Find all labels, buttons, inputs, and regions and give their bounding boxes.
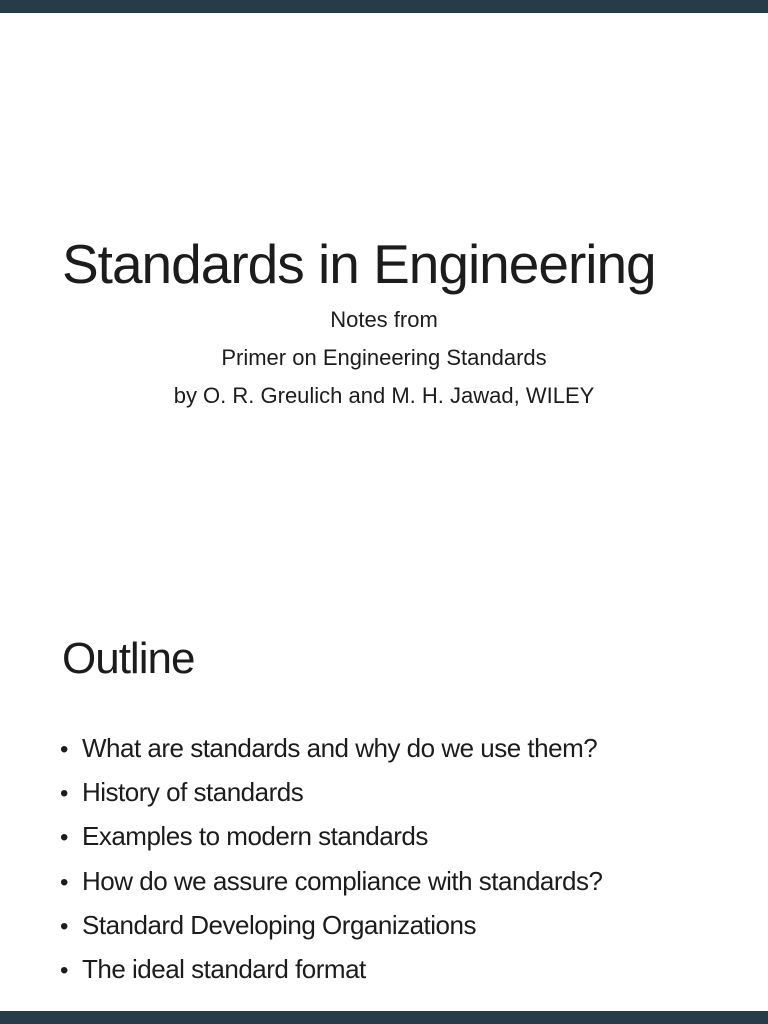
- bullet-marker: •: [60, 868, 68, 896]
- bullet-item: [60, 860, 720, 904]
- bullet-marker: •: [60, 912, 68, 940]
- bullet-text: Examples to modern standards: [82, 821, 428, 852]
- bullet-text: How do we assure compliance with standards?: [82, 865, 603, 896]
- title-slide-subtitle: [0, 301, 768, 415]
- bullet-text: Standard Developing Organizations: [82, 909, 476, 940]
- outline-bullet-list: [60, 727, 720, 992]
- bullet-item: [60, 904, 720, 948]
- document-page: [0, 13, 768, 1011]
- subtitle-line: Notes from: [330, 307, 438, 332]
- bullet-item: [60, 948, 720, 992]
- subtitle-line: by O. R. Greulich and M. H. Jawad, WILEY: [173, 383, 595, 408]
- bullet-text: What are standards and why do we use them?: [82, 733, 598, 763]
- bullet-item: [60, 815, 720, 859]
- bullet-marker: •: [60, 957, 68, 985]
- bullet-marker: •: [60, 736, 68, 763]
- bullet-item: [60, 771, 720, 815]
- subtitle-line: Primer on Engineering Standards: [221, 345, 547, 370]
- title-slide-heading: Standards in Engineering: [62, 233, 656, 295]
- outline-slide-heading: Outline: [62, 634, 195, 683]
- bullet-marker: •: [60, 824, 68, 852]
- bullet-marker: •: [60, 780, 68, 808]
- viewer-top-bar: [0, 0, 768, 13]
- bullet-text: History of standards: [82, 777, 304, 808]
- bullet-text: The ideal standard format: [82, 954, 366, 985]
- viewer-bottom-bar: [0, 1011, 768, 1024]
- bullet-item: [60, 727, 720, 771]
